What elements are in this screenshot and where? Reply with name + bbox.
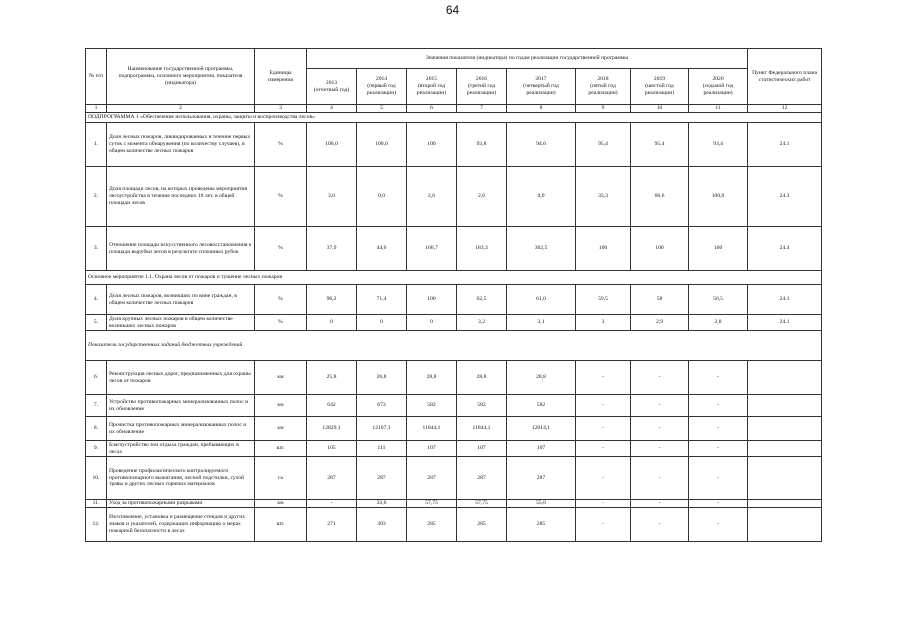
row-value: 673	[357, 395, 407, 417]
row-unit: %	[255, 227, 307, 271]
row-value: 3	[576, 315, 631, 331]
row-value: -	[307, 500, 357, 508]
row-value: -	[689, 417, 748, 441]
row-number: 9.	[86, 441, 107, 457]
row-value: 93,8	[457, 123, 507, 167]
row-number: 6.	[86, 361, 107, 395]
row-value: -	[576, 395, 631, 417]
row-value: 25,8	[307, 361, 357, 395]
header-year-note: (второй год реализации)	[416, 83, 447, 96]
row-indicator-name: Доля лесных пожаров, ликвидированных в течение первых суток с момента обнаружения (по количеству случаев), в общем количестве лесных пожаров	[107, 123, 255, 167]
row-value: 71,4	[357, 285, 407, 315]
row-number: 4.	[86, 285, 107, 315]
header-unit: Единицы измерения	[255, 49, 307, 105]
subprogram-title-row	[86, 113, 822, 123]
header-year-value: 2014	[375, 76, 388, 83]
table-row	[86, 457, 822, 500]
table-row	[86, 361, 822, 395]
header-year-value: 2015	[425, 76, 438, 83]
column-number: 3	[255, 105, 307, 113]
row-value: 0	[307, 315, 357, 331]
row-value: 362,5	[507, 227, 576, 271]
row-number: 3.	[86, 227, 107, 271]
row-value: 183,3	[457, 227, 507, 271]
table-row	[86, 441, 822, 457]
row-value: -	[576, 441, 631, 457]
row-value: 44,6	[357, 227, 407, 271]
row-value: 111	[357, 441, 407, 457]
row-stat-point: 24.3	[748, 167, 822, 227]
row-value: -	[689, 500, 748, 508]
row-value: 12829,1	[307, 417, 357, 441]
row-value: 166,7	[407, 227, 457, 271]
row-value: 287	[357, 457, 407, 500]
table-body	[86, 113, 822, 542]
header-year-value: 2019	[653, 76, 666, 83]
row-indicator-name: Устройство противопожарных минерализованных полос и их обновление	[107, 395, 255, 417]
header-year	[307, 69, 357, 105]
row-value: 285	[507, 508, 576, 542]
row-value: 107	[507, 441, 576, 457]
row-unit: км	[255, 417, 307, 441]
row-indicator-name: Благоустройство зон отдыха граждан, пребывающих в лесах	[107, 441, 255, 457]
row-stat-point	[748, 457, 822, 500]
column-number: 2	[107, 105, 255, 113]
row-unit: га	[255, 457, 307, 500]
row-unit: %	[255, 167, 307, 227]
table-row	[86, 508, 822, 542]
row-indicator-name: Проведение профилактического контролируемого противопожарного выжигания, лесной подстилки, сухой травы и других лесных горючих материалов	[107, 457, 255, 500]
header-year-note: (пятый год реализации)	[588, 83, 618, 96]
row-value: -	[576, 457, 631, 500]
row-unit: шт.	[255, 508, 307, 542]
row-value: -	[631, 457, 689, 500]
row-stat-point: 24.4	[748, 227, 822, 271]
table-row	[86, 395, 822, 417]
row-value: 287	[457, 457, 507, 500]
row-value: 582	[407, 395, 457, 417]
row-value: 57,75	[407, 500, 457, 508]
row-value: 12014,1	[507, 417, 576, 441]
header-year-note: (четвертый год реализации)	[523, 83, 559, 96]
row-value: 582	[457, 395, 507, 417]
row-unit: %	[255, 315, 307, 331]
row-number: 2.	[86, 167, 107, 227]
column-number: 6	[407, 105, 457, 113]
row-indicator-name: Доля крупных лесных пожаров в общем количестве возникших лесных пожаров	[107, 315, 255, 331]
header-name: Наименование государственной программы, подпрограммы, основного мероприятия, показателя (индикатора)	[107, 49, 255, 105]
row-value: 55,6	[507, 500, 576, 508]
table-row	[86, 500, 822, 508]
row-stat-point	[748, 417, 822, 441]
table-row	[86, 315, 822, 331]
row-value: 100	[407, 285, 457, 315]
row-value: 28,8	[407, 361, 457, 395]
row-value: 642	[307, 395, 357, 417]
header-year	[689, 69, 748, 105]
table-row	[86, 123, 822, 167]
row-value: -	[576, 508, 631, 542]
row-unit: %	[255, 285, 307, 315]
row-value: 58	[631, 285, 689, 315]
row-number: 11.	[86, 500, 107, 508]
row-value: 61,0	[507, 285, 576, 315]
column-number: 9	[576, 105, 631, 113]
row-value: 100,0	[357, 123, 407, 167]
header-stat-point: Пункт Федерального плана статистических работ	[748, 49, 822, 105]
row-value: 100	[407, 123, 457, 167]
table-header	[86, 49, 822, 113]
row-stat-point	[748, 500, 822, 508]
row-value: 285	[407, 508, 457, 542]
row-value: 94,6	[507, 123, 576, 167]
header-values-group: Значения показателя (индикатора) по годам реализации государственной программы	[307, 49, 748, 69]
row-value: 100	[576, 227, 631, 271]
row-stat-point	[748, 508, 822, 542]
indicators-table	[85, 48, 822, 542]
row-value: 287	[307, 457, 357, 500]
row-stat-point	[748, 395, 822, 417]
column-number: 4	[307, 105, 357, 113]
table-row	[86, 167, 822, 227]
row-indicator-name: Доля площади лесов, на которых проведены мероприятия лесоустройства в течение последних 10 лет, в общей площади лесов	[107, 167, 255, 227]
column-number: 7	[457, 105, 507, 113]
row-value: 66,6	[631, 167, 689, 227]
header-year-note: (первый год реализации)	[366, 83, 397, 96]
column-number: 11	[689, 105, 748, 113]
row-value: 105	[307, 441, 357, 457]
header-year-note: (шестой год реализации)	[644, 83, 675, 96]
main-activity-title: Основное мероприятие 1.1. Охрана лесов от пожаров и тушение лесных пожаров	[86, 271, 822, 285]
row-indicator-name: Доля лесных пожаров, возникших по вине граждан, в общем количестве лесных пожаров	[107, 285, 255, 315]
row-indicator-name: Отношение площади искусственного лесовосстановления к площади вырубки лесов в результате сплошных рубок	[107, 227, 255, 271]
row-value: 95,4	[631, 123, 689, 167]
column-number: 8	[507, 105, 576, 113]
row-value: 26,8	[357, 361, 407, 395]
header-year-note: (третий год реализации)	[466, 83, 497, 96]
subprogram-title: ПОДПРОГРАММА 1 «Обеспечение использования, охраны, защиты и воспроизводства лесов»	[86, 113, 822, 123]
header-year	[576, 69, 631, 105]
row-value: -	[631, 441, 689, 457]
row-number: 7.	[86, 395, 107, 417]
row-unit: км	[255, 500, 307, 508]
row-indicator-name: Реконструкция лесных дорог, предназначенных для охраны лесов от пожаров	[107, 361, 255, 395]
row-value: 33,6	[357, 500, 407, 508]
row-value: 287	[507, 457, 576, 500]
header-year	[631, 69, 689, 105]
row-value: 3,2	[457, 315, 507, 331]
row-unit: км	[255, 361, 307, 395]
row-value: 107	[457, 441, 507, 457]
row-value: 2,6	[457, 167, 507, 227]
row-indicator-name: Изготовление, установка и размещение стендов и других знаков и указателей, содержащих информацию о мерах пожарной безопасности в лесах	[107, 508, 255, 542]
section-note: Показатели государственных заданий бюджетных учреждений	[86, 331, 822, 361]
header-num: № п/п	[86, 49, 107, 105]
header-year	[457, 69, 507, 105]
row-value: 95,4	[576, 123, 631, 167]
row-value: 285	[457, 508, 507, 542]
row-value: 2,9	[631, 315, 689, 331]
column-number: 12	[748, 105, 822, 113]
row-value: 57,75	[457, 500, 507, 508]
table-row	[86, 417, 822, 441]
table-row	[86, 227, 822, 271]
row-value: 2,8	[689, 315, 748, 331]
row-value: -	[689, 441, 748, 457]
row-number: 1.	[86, 123, 107, 167]
row-value: 0	[407, 315, 457, 331]
section-note-row	[86, 331, 822, 361]
header-year-note: (отчетный год)	[313, 86, 350, 93]
row-value: 303	[357, 508, 407, 542]
row-value: 2,6	[407, 167, 457, 227]
row-value: 93,4	[689, 123, 748, 167]
row-value: -	[631, 361, 689, 395]
column-number: 5	[357, 105, 407, 113]
header-year-value: 2013	[325, 79, 338, 86]
row-value: -	[631, 395, 689, 417]
row-value: 62,5	[457, 285, 507, 315]
row-value: -	[576, 361, 631, 395]
row-value: 11844,1	[457, 417, 507, 441]
row-number: 12.	[86, 508, 107, 542]
row-value: 100,0	[307, 123, 357, 167]
row-number: 10.	[86, 457, 107, 500]
row-value: 0,0	[507, 167, 576, 227]
table-row	[86, 285, 822, 315]
header-year	[507, 69, 576, 105]
row-number: 8.	[86, 417, 107, 441]
row-unit: %	[255, 123, 307, 167]
row-unit: шт.	[255, 441, 307, 457]
row-stat-point: 24.1	[748, 285, 822, 315]
row-value: -	[631, 508, 689, 542]
row-indicator-name: Уход за противопожарными разрывами	[107, 500, 255, 508]
row-value: 37,9	[307, 227, 357, 271]
row-value: 96,2	[307, 285, 357, 315]
row-value: 0	[357, 315, 407, 331]
column-number: 1	[86, 105, 107, 113]
row-value: 12107,1	[357, 417, 407, 441]
row-value: -	[576, 500, 631, 508]
row-value: -	[631, 417, 689, 441]
header-year	[407, 69, 457, 105]
row-value: -	[631, 500, 689, 508]
row-value: -	[689, 457, 748, 500]
row-stat-point	[748, 361, 822, 395]
header-year-value: 2020	[712, 76, 724, 83]
header-year-value: 2018	[597, 76, 609, 83]
row-value: 28,8	[507, 361, 576, 395]
row-value: 28,8	[457, 361, 507, 395]
row-number: 5.	[86, 315, 107, 331]
row-value: -	[689, 508, 748, 542]
row-indicator-name: Прочистка противопожарных минерализованных полос и их обновление	[107, 417, 255, 441]
row-value: -	[689, 395, 748, 417]
column-number-row	[86, 105, 822, 113]
row-unit: км	[255, 395, 307, 417]
row-value: 11844,1	[407, 417, 457, 441]
row-value: 271	[307, 508, 357, 542]
row-value: 287	[407, 457, 457, 500]
row-value: 582	[507, 395, 576, 417]
row-stat-point: 24.1	[748, 123, 822, 167]
row-value: 56,5	[689, 285, 748, 315]
column-number: 10	[631, 105, 689, 113]
row-value: 100,0	[689, 167, 748, 227]
header-year-value: 2017	[535, 76, 547, 83]
row-value: 3,1	[507, 315, 576, 331]
row-value: 59,5	[576, 285, 631, 315]
page-number: 64	[445, 3, 460, 17]
header-year	[357, 69, 407, 105]
row-value: 0,0	[357, 167, 407, 227]
header-year-value: 2016	[475, 76, 488, 83]
row-stat-point	[748, 441, 822, 457]
main-activity-title-row	[86, 271, 822, 285]
header-year-note: (седьмой год реализации)	[702, 83, 734, 96]
row-value: 100	[689, 227, 748, 271]
row-value: 100	[631, 227, 689, 271]
row-value: 3,0	[307, 167, 357, 227]
row-value: -	[576, 417, 631, 441]
row-value: 33,3	[576, 167, 631, 227]
row-value: 107	[407, 441, 457, 457]
row-value: -	[689, 361, 748, 395]
row-stat-point: 24.1	[748, 315, 822, 331]
